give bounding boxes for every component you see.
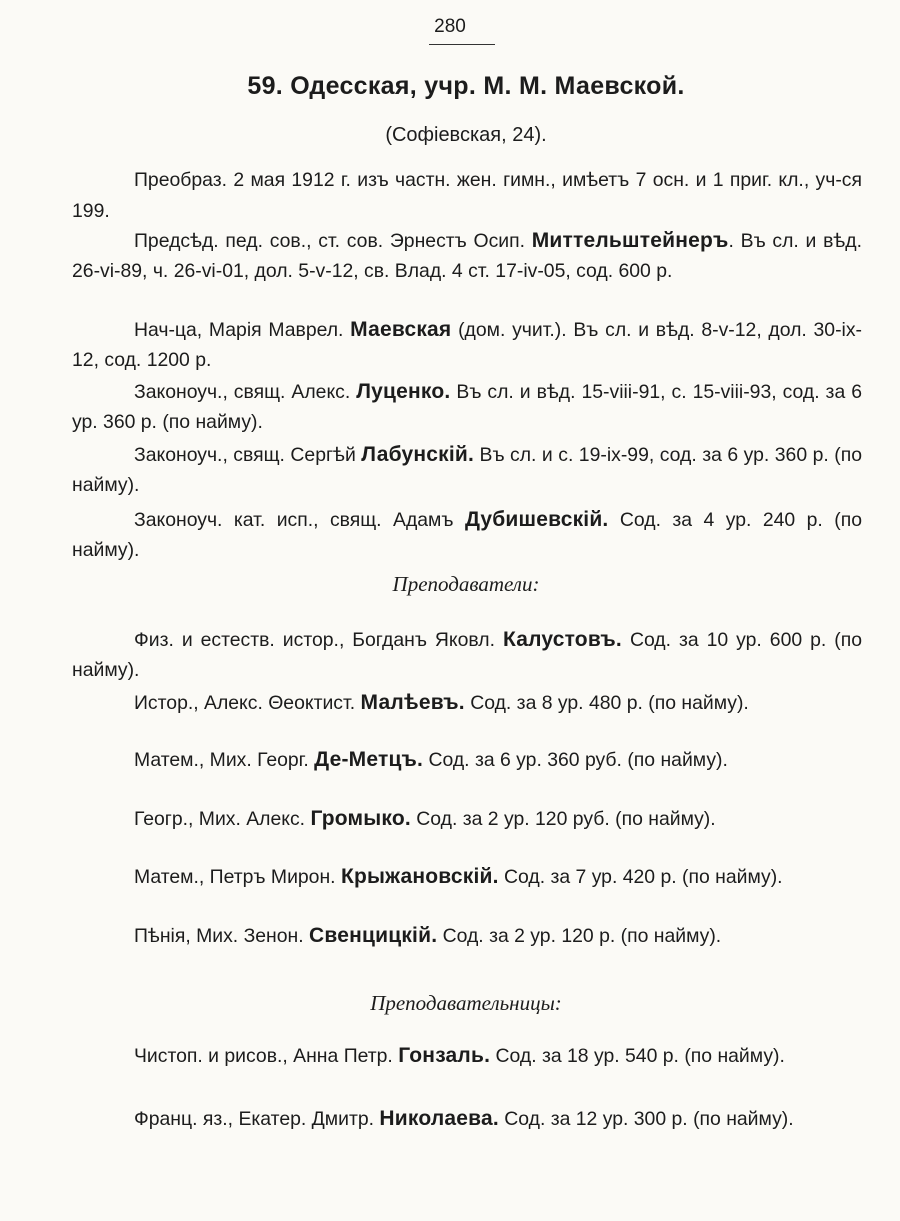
entry-paragraph — [72, 440, 862, 500]
entry-text-post: Сод. за 2 ур. 120 р. (по найму). — [437, 925, 722, 947]
entry-paragraph — [72, 505, 862, 565]
entry-surname: Гонзаль. — [398, 1044, 491, 1067]
entry-surname: Громыко. — [310, 807, 411, 830]
female-teacher-entry — [72, 1041, 862, 1072]
entry-text-pre: Геогр., Мих. Алекс. — [134, 808, 311, 830]
teacher-entry — [72, 804, 862, 835]
teacher-entry — [72, 862, 862, 893]
entry-text-pre: Предсѣд. пед. сов., ст. сов. Эрнестъ Осип. — [134, 230, 532, 252]
entry-text-post: Сод. за 2 ур. 120 руб. (по найму). — [410, 808, 716, 830]
entry-text-post: Въ сл. и вѣд. 15-viii-91, с. 15-viii-93, сод. за 6 ур. 360 р. (по найму). — [72, 381, 863, 433]
entry-surname: Свенцицкій. — [309, 924, 438, 947]
entry-text-pre: Франц. яз., Екатер. Дмитр. — [134, 1108, 380, 1130]
entry-text-pre: Матем., Мих. Георг. — [134, 749, 315, 771]
entry-surname: Луценко. — [356, 380, 451, 403]
entry-surname: Лабунскій. — [361, 443, 475, 466]
section-title: 59. Одесская, учр. М. М. Маевской. — [247, 72, 685, 100]
teachers-heading: Преподаватели: — [392, 572, 540, 596]
entry-surname: Миттельштейнеръ — [531, 229, 729, 252]
teacher-entry — [72, 688, 862, 719]
entry-text-pre: Чистоп. и рисов., Анна Петр. — [134, 1045, 399, 1067]
entry-text-pre: Законоуч., свящ. Алекс. — [134, 381, 357, 403]
entry-text-post: Сод. за 10 ур. 600 р. (по найму). — [72, 629, 862, 681]
entry-text-post: Сод. за 12 ур. 300 р. (по найму). — [498, 1108, 794, 1130]
entry-surname: Малѣевъ. — [360, 691, 465, 714]
entry-paragraph — [72, 315, 862, 375]
entry-surname: Крыжановскій. — [340, 865, 499, 888]
entry-text-pre: Законоуч. кат. исп., свящ. Адамъ — [134, 509, 465, 531]
entry-text-pre: Истор., Алекс. Θеоктист. — [134, 692, 361, 714]
entry-text-pre: Нач-ца, Марія Маврел. — [134, 319, 351, 341]
page-number: 280 — [434, 16, 466, 37]
entry-paragraph — [72, 226, 862, 286]
entry-surname: Де-Метцъ. — [314, 748, 424, 771]
entry-text-post: Сод. за 18 ур. 540 р. (по найму). — [490, 1045, 785, 1067]
entry-surname: Калустовъ. — [502, 628, 622, 651]
entry-text-pre: Преобраз. 2 мая 1912 г. изъ частн. жен. гимн., имѣетъ 7 осн. и 1 приг. кл., уч-ся 199. — [72, 169, 862, 222]
female-teacher-entry — [72, 1104, 862, 1135]
entry-surname: Дубишевскій. — [464, 508, 609, 531]
entry-text-pre: Физ. и естеств. истор., Богданъ Яковл. — [134, 629, 503, 651]
entry-text-post: Сод. за 8 ур. 480 р. (по найму). — [464, 692, 749, 714]
entry-text-post: (дом. учит.). Въ сл. и вѣд. 8-v-12, дол. 30-ix-12, сод. 1200 р. — [72, 319, 862, 371]
entry-text-post: . Въ сл. и вѣд. 26-vi-89, ч. 26-vi-01, дол. 5-v-12, св. Влад. 4 ст. 17-iv-05, сод. 600 р. — [72, 230, 862, 282]
entry-text-post: Въ сл. и с. 19-ix-99, сод. за 6 ур. 360 р. (по найму). — [72, 444, 862, 496]
address-line: (Софіевская, 24). — [385, 124, 547, 146]
entry-text-post: Сод. за 7 ур. 420 р. (по найму). — [498, 866, 783, 888]
entry-text-post: Сод. за 4 ур. 240 р. (по найму). — [72, 509, 862, 561]
teacher-entry — [72, 921, 862, 952]
entry-text-post: Сод. за 6 ур. 360 руб. (по найму). — [423, 749, 728, 771]
entry-text-pre: Матем., Петръ Мирон. — [134, 866, 341, 888]
entry-paragraph — [72, 166, 862, 226]
teacher-entry — [72, 625, 862, 685]
entry-surname: Николаева. — [379, 1107, 499, 1130]
female-teachers-heading: Преподавательницы: — [370, 991, 562, 1015]
teacher-entry — [72, 745, 862, 776]
entry-surname: Маевская — [350, 318, 452, 341]
page-number-rule — [429, 44, 495, 45]
entry-text-pre: Законоуч., свящ. Сергѣй — [134, 444, 362, 466]
entry-text-pre: Пѣнія, Мих. Зенон. — [134, 925, 310, 947]
entry-paragraph — [72, 377, 862, 437]
